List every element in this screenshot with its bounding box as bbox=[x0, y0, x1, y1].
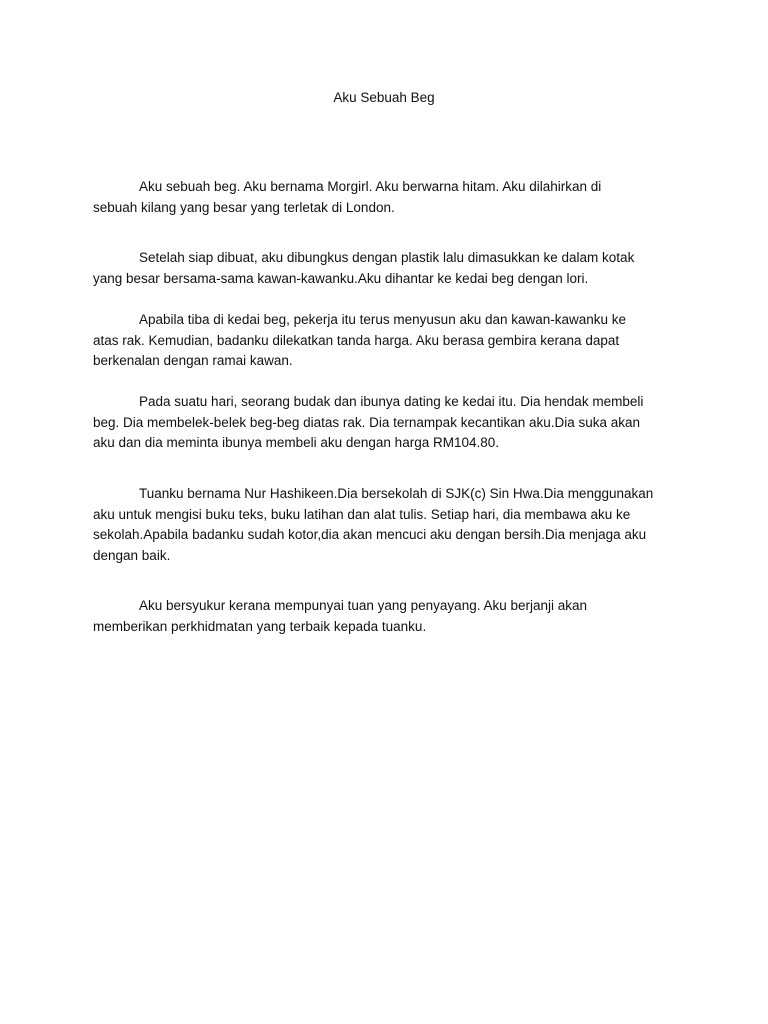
paragraph-line: Apabila tiba di kedai beg, pekerja itu terus menyusun aku dan kawan-kawanku ke bbox=[139, 312, 627, 327]
paragraph-line: Aku bersyukur kerana mempunyai tuan yang penyayang. Aku berjanji akan bbox=[139, 598, 588, 613]
paragraph-line: Aku sebuah beg. Aku bernama Morgirl. Aku berwarna hitam. Aku dilahirkan di bbox=[139, 179, 602, 194]
paragraph-line: aku untuk mengisi buku teks, buku latihan dan alat tulis. Setiap hari, dia membawa aku ke bbox=[93, 506, 631, 522]
paragraph-line: sekolah.Apabila badanku sudah kotor,dia akan mencuci aku dengan bersih.Dia menjaga aku bbox=[93, 527, 647, 542]
paragraph-1 bbox=[93, 177, 673, 218]
paragraph-line: Setelah siap dibuat, aku dibungkus dengan plastik lalu dimasukkan ke dalam kotak bbox=[139, 250, 635, 265]
paragraph-line: beg. Dia membelek-belek beg-beg diatas rak. Dia ternampak kecantikan aku.Dia suka akan bbox=[93, 414, 641, 430]
paragraph-2 bbox=[93, 248, 673, 289]
paragraph-line: Pada suatu hari, seorang budak dan ibunya dating ke kedai itu. Dia hendak membeli bbox=[139, 394, 644, 409]
paragraph-6 bbox=[93, 596, 673, 637]
paragraph-line: yang besar bersama-sama kawan-kawanku.Aku dihantar ke kedai beg dengan lori. bbox=[93, 270, 589, 286]
paragraph-4 bbox=[93, 392, 673, 454]
paragraph-3 bbox=[93, 310, 673, 372]
paragraph-line: dengan baik. bbox=[93, 547, 171, 563]
paragraph-line: sebuah kilang yang besar yang terletak di London. bbox=[93, 199, 395, 215]
paragraph-line: berkenalan dengan ramai kawan. bbox=[93, 353, 293, 368]
paragraph-5 bbox=[93, 484, 673, 566]
document-title: Aku Sebuah Beg bbox=[333, 90, 435, 105]
paragraph-line: memberikan perkhidmatan yang terbaik kepada tuanku. bbox=[93, 618, 427, 634]
paragraph-line: Tuanku bernama Nur Hashikeen.Dia bersekolah di SJK(c) Sin Hwa.Dia menggunakan bbox=[139, 486, 654, 501]
paragraph-line: atas rak. Kemudian, badanku dilekatkan tanda harga. Aku berasa gembira kerana dapat bbox=[93, 332, 620, 348]
paragraph-line: aku dan dia meminta ibunya membeli aku dengan harga RM104.80. bbox=[93, 435, 500, 450]
